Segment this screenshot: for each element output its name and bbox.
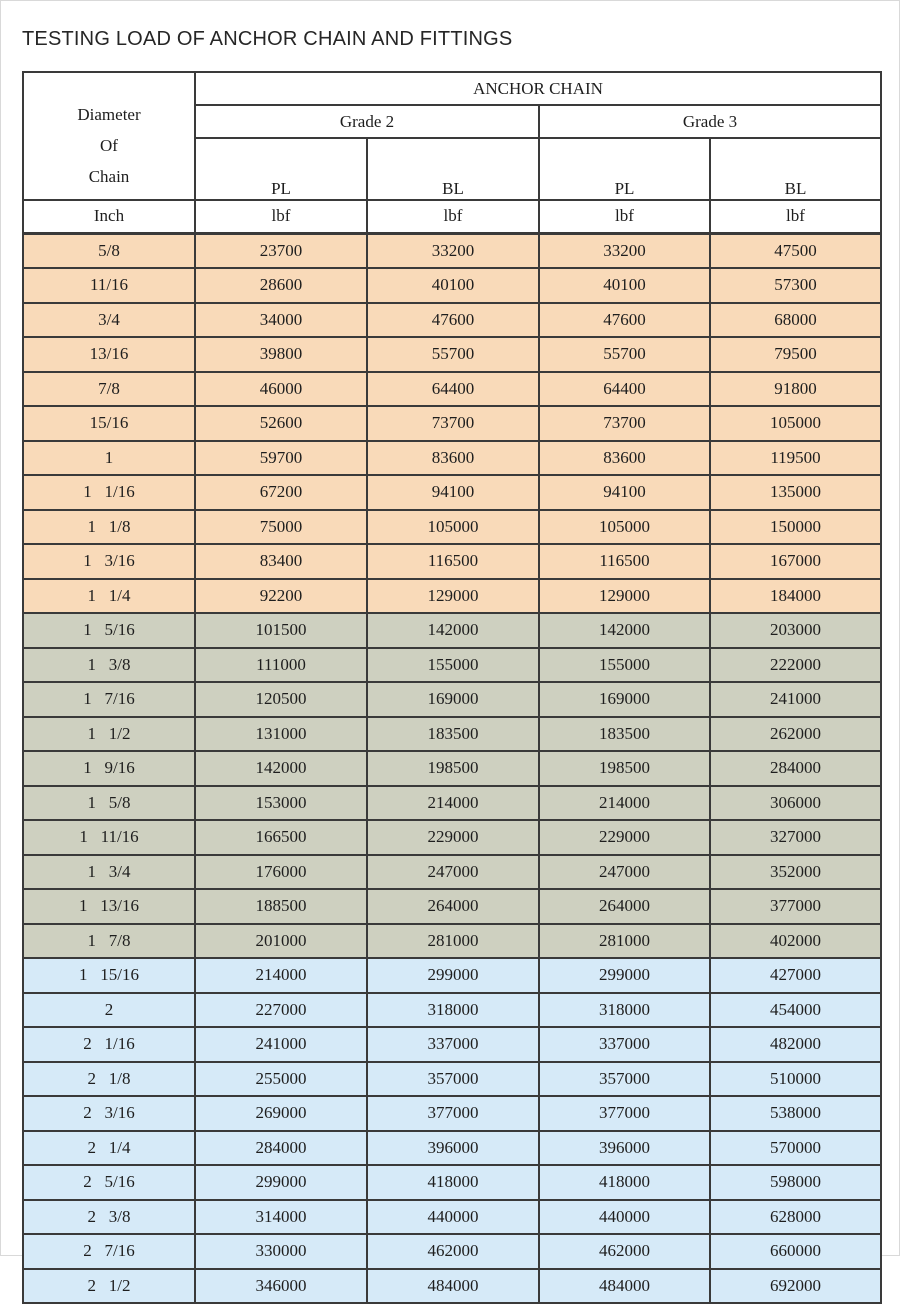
load-value-cell: 281000 bbox=[539, 924, 710, 959]
load-value-cell: 318000 bbox=[367, 993, 539, 1028]
load-value-cell: 628000 bbox=[710, 1200, 881, 1235]
load-value-cell: 396000 bbox=[367, 1131, 539, 1166]
load-value-cell: 150000 bbox=[710, 510, 881, 545]
load-value-cell: 440000 bbox=[539, 1200, 710, 1235]
table-row bbox=[23, 372, 881, 407]
table-row bbox=[23, 717, 881, 752]
table-row bbox=[23, 1234, 881, 1269]
diameter-header-line3: Chain bbox=[88, 167, 130, 186]
load-value-cell: 440000 bbox=[367, 1200, 539, 1235]
table-row bbox=[23, 682, 881, 717]
diameter-cell: 11/16 bbox=[23, 268, 195, 303]
testing-load-table bbox=[22, 71, 882, 1304]
load-value-cell: 142000 bbox=[539, 613, 710, 648]
table-row bbox=[23, 924, 881, 959]
load-value-cell: 119500 bbox=[710, 441, 881, 476]
unit-lbf-cell: lbf bbox=[367, 200, 539, 233]
load-value-cell: 264000 bbox=[539, 889, 710, 924]
load-value-cell: 229000 bbox=[367, 820, 539, 855]
load-value-cell: 241000 bbox=[710, 682, 881, 717]
load-value-cell: 570000 bbox=[710, 1131, 881, 1166]
load-value-cell: 40100 bbox=[367, 268, 539, 303]
diameter-cell: 2 1/8 bbox=[23, 1062, 195, 1097]
table-row bbox=[23, 958, 881, 993]
load-value-cell: 337000 bbox=[539, 1027, 710, 1062]
load-value-cell: 327000 bbox=[710, 820, 881, 855]
load-value-cell: 153000 bbox=[195, 786, 367, 821]
diameter-header-spacer bbox=[24, 73, 194, 99]
load-value-cell: 155000 bbox=[367, 648, 539, 683]
diameter-cell: 1 1/8 bbox=[23, 510, 195, 545]
load-value-cell: 214000 bbox=[195, 958, 367, 993]
load-value-cell: 83400 bbox=[195, 544, 367, 579]
load-value-cell: 83600 bbox=[539, 441, 710, 476]
diameter-cell: 1 1/16 bbox=[23, 475, 195, 510]
diameter-cell: 1 13/16 bbox=[23, 889, 195, 924]
load-value-cell: 105000 bbox=[710, 406, 881, 441]
load-value-cell: 262000 bbox=[710, 717, 881, 752]
load-value-cell: 183500 bbox=[367, 717, 539, 752]
page-title: TESTING LOAD OF ANCHOR CHAIN AND FITTINGS bbox=[22, 28, 513, 50]
diameter-cell: 1 11/16 bbox=[23, 820, 195, 855]
table-row bbox=[23, 1200, 881, 1235]
load-value-cell: 484000 bbox=[539, 1269, 710, 1304]
load-value-cell: 28600 bbox=[195, 268, 367, 303]
anchor-chain-header: ANCHOR CHAIN bbox=[195, 72, 881, 105]
diameter-cell: 1 5/16 bbox=[23, 613, 195, 648]
load-value-cell: 34000 bbox=[195, 303, 367, 338]
load-value-cell: 264000 bbox=[367, 889, 539, 924]
table-row bbox=[23, 579, 881, 614]
load-value-cell: 299000 bbox=[367, 958, 539, 993]
load-value-cell: 155000 bbox=[539, 648, 710, 683]
load-value-cell: 52600 bbox=[195, 406, 367, 441]
load-value-cell: 67200 bbox=[195, 475, 367, 510]
load-value-cell: 314000 bbox=[195, 1200, 367, 1235]
load-value-cell: 64400 bbox=[539, 372, 710, 407]
load-value-cell: 377000 bbox=[539, 1096, 710, 1131]
load-value-cell: 337000 bbox=[367, 1027, 539, 1062]
load-value-cell: 64400 bbox=[367, 372, 539, 407]
diameter-cell: 2 bbox=[23, 993, 195, 1028]
table-row bbox=[23, 648, 881, 683]
load-value-cell: 73700 bbox=[367, 406, 539, 441]
load-value-cell: 247000 bbox=[539, 855, 710, 890]
table-row bbox=[23, 544, 881, 579]
load-value-cell: 284000 bbox=[195, 1131, 367, 1166]
load-value-cell: 142000 bbox=[195, 751, 367, 786]
unit-lbf-cell: lbf bbox=[195, 200, 367, 233]
load-value-cell: 214000 bbox=[539, 786, 710, 821]
load-value-cell: 111000 bbox=[195, 648, 367, 683]
load-value-cell: 352000 bbox=[710, 855, 881, 890]
load-value-cell: 241000 bbox=[195, 1027, 367, 1062]
load-value-cell: 83600 bbox=[367, 441, 539, 476]
load-value-cell: 538000 bbox=[710, 1096, 881, 1131]
table-row bbox=[23, 889, 881, 924]
table-row bbox=[23, 820, 881, 855]
load-value-cell: 203000 bbox=[710, 613, 881, 648]
load-value-cell: 184000 bbox=[710, 579, 881, 614]
diameter-cell: 1 7/8 bbox=[23, 924, 195, 959]
table-body bbox=[23, 233, 881, 1303]
load-value-cell: 105000 bbox=[367, 510, 539, 545]
diameter-cell: 7/8 bbox=[23, 372, 195, 407]
diameter-cell: 1 9/16 bbox=[23, 751, 195, 786]
load-value-cell: 176000 bbox=[195, 855, 367, 890]
load-value-cell: 418000 bbox=[367, 1165, 539, 1200]
load-value-cell: 462000 bbox=[539, 1234, 710, 1269]
load-value-cell: 269000 bbox=[195, 1096, 367, 1131]
unit-lbf-cell: lbf bbox=[539, 200, 710, 233]
load-value-cell: 255000 bbox=[195, 1062, 367, 1097]
load-value-cell: 135000 bbox=[710, 475, 881, 510]
load-value-cell: 39800 bbox=[195, 337, 367, 372]
table-row bbox=[23, 1269, 881, 1304]
load-value-cell: 94100 bbox=[539, 475, 710, 510]
load-value-cell: 167000 bbox=[710, 544, 881, 579]
table-row bbox=[23, 303, 881, 338]
load-value-cell: 201000 bbox=[195, 924, 367, 959]
table-row bbox=[23, 233, 881, 268]
diameter-cell: 1 7/16 bbox=[23, 682, 195, 717]
load-value-cell: 198500 bbox=[367, 751, 539, 786]
load-value-cell: 33200 bbox=[367, 233, 539, 268]
load-value-cell: 462000 bbox=[367, 1234, 539, 1269]
load-value-cell: 23700 bbox=[195, 233, 367, 268]
diameter-cell: 1 5/8 bbox=[23, 786, 195, 821]
load-value-cell: 105000 bbox=[539, 510, 710, 545]
diameter-cell: 2 5/16 bbox=[23, 1165, 195, 1200]
load-value-cell: 59700 bbox=[195, 441, 367, 476]
load-value-cell: 131000 bbox=[195, 717, 367, 752]
table-row bbox=[23, 406, 881, 441]
table-row bbox=[23, 993, 881, 1028]
load-value-cell: 222000 bbox=[710, 648, 881, 683]
diameter-cell: 2 1/4 bbox=[23, 1131, 195, 1166]
load-value-cell: 357000 bbox=[539, 1062, 710, 1097]
table-row bbox=[23, 337, 881, 372]
load-value-cell: 33200 bbox=[539, 233, 710, 268]
load-value-cell: 116500 bbox=[539, 544, 710, 579]
load-value-cell: 47600 bbox=[367, 303, 539, 338]
diameter-cell: 2 7/16 bbox=[23, 1234, 195, 1269]
load-value-cell: 318000 bbox=[539, 993, 710, 1028]
load-value-cell: 377000 bbox=[367, 1096, 539, 1131]
table-row bbox=[23, 786, 881, 821]
table-row bbox=[23, 855, 881, 890]
load-value-cell: 454000 bbox=[710, 993, 881, 1028]
load-value-cell: 183500 bbox=[539, 717, 710, 752]
load-value-cell: 47500 bbox=[710, 233, 881, 268]
load-value-cell: 40100 bbox=[539, 268, 710, 303]
load-value-cell: 101500 bbox=[195, 613, 367, 648]
diameter-cell: 2 1/2 bbox=[23, 1269, 195, 1304]
table-row bbox=[23, 475, 881, 510]
load-value-cell: 92200 bbox=[195, 579, 367, 614]
load-value-cell: 142000 bbox=[367, 613, 539, 648]
diameter-cell: 2 1/16 bbox=[23, 1027, 195, 1062]
load-value-cell: 169000 bbox=[367, 682, 539, 717]
load-value-cell: 346000 bbox=[195, 1269, 367, 1304]
load-value-cell: 598000 bbox=[710, 1165, 881, 1200]
diameter-cell: 1 1/4 bbox=[23, 579, 195, 614]
load-value-cell: 484000 bbox=[367, 1269, 539, 1304]
table-row bbox=[23, 1165, 881, 1200]
load-value-cell: 55700 bbox=[367, 337, 539, 372]
grade3-bl-header: BL bbox=[710, 138, 881, 200]
load-value-cell: 281000 bbox=[367, 924, 539, 959]
diameter-cell: 13/16 bbox=[23, 337, 195, 372]
load-value-cell: 116500 bbox=[367, 544, 539, 579]
table-row bbox=[23, 1131, 881, 1166]
load-value-cell: 169000 bbox=[539, 682, 710, 717]
diameter-cell: 5/8 bbox=[23, 233, 195, 268]
load-value-cell: 55700 bbox=[539, 337, 710, 372]
unit-inch-cell: Inch bbox=[23, 200, 195, 233]
load-value-cell: 79500 bbox=[710, 337, 881, 372]
load-value-cell: 377000 bbox=[710, 889, 881, 924]
load-value-cell: 47600 bbox=[539, 303, 710, 338]
load-value-cell: 396000 bbox=[539, 1131, 710, 1166]
load-value-cell: 418000 bbox=[539, 1165, 710, 1200]
load-value-cell: 660000 bbox=[710, 1234, 881, 1269]
diameter-cell: 1 3/4 bbox=[23, 855, 195, 890]
load-value-cell: 57300 bbox=[710, 268, 881, 303]
load-value-cell: 120500 bbox=[195, 682, 367, 717]
diameter-cell: 1 1/2 bbox=[23, 717, 195, 752]
load-value-cell: 129000 bbox=[539, 579, 710, 614]
diameter-cell: 1 15/16 bbox=[23, 958, 195, 993]
load-value-cell: 227000 bbox=[195, 993, 367, 1028]
diameter-header-cell bbox=[23, 72, 195, 200]
table-row bbox=[23, 268, 881, 303]
table-row bbox=[23, 441, 881, 476]
load-value-cell: 198500 bbox=[539, 751, 710, 786]
load-value-cell: 73700 bbox=[539, 406, 710, 441]
table-row bbox=[23, 751, 881, 786]
diameter-cell: 15/16 bbox=[23, 406, 195, 441]
diameter-cell: 1 3/16 bbox=[23, 544, 195, 579]
load-value-cell: 94100 bbox=[367, 475, 539, 510]
load-value-cell: 357000 bbox=[367, 1062, 539, 1097]
load-value-cell: 166500 bbox=[195, 820, 367, 855]
table-row bbox=[23, 510, 881, 545]
diameter-cell: 2 3/16 bbox=[23, 1096, 195, 1131]
load-value-cell: 91800 bbox=[710, 372, 881, 407]
load-value-cell: 284000 bbox=[710, 751, 881, 786]
diameter-header-line2: Of bbox=[100, 136, 118, 155]
load-value-cell: 229000 bbox=[539, 820, 710, 855]
table-row bbox=[23, 1027, 881, 1062]
load-value-cell: 482000 bbox=[710, 1027, 881, 1062]
diameter-cell: 2 3/8 bbox=[23, 1200, 195, 1235]
table-row bbox=[23, 1062, 881, 1097]
load-value-cell: 247000 bbox=[367, 855, 539, 890]
load-value-cell: 129000 bbox=[367, 579, 539, 614]
grade2-header: Grade 2 bbox=[195, 105, 539, 138]
grade3-header: Grade 3 bbox=[539, 105, 881, 138]
load-value-cell: 299000 bbox=[195, 1165, 367, 1200]
load-value-cell: 75000 bbox=[195, 510, 367, 545]
grade3-pl-header: PL bbox=[539, 138, 710, 200]
load-value-cell: 427000 bbox=[710, 958, 881, 993]
load-value-cell: 188500 bbox=[195, 889, 367, 924]
grade2-pl-header: PL bbox=[195, 138, 367, 200]
grade2-bl-header: BL bbox=[367, 138, 539, 200]
load-value-cell: 299000 bbox=[539, 958, 710, 993]
table-row bbox=[23, 1096, 881, 1131]
load-value-cell: 68000 bbox=[710, 303, 881, 338]
diameter-cell: 1 3/8 bbox=[23, 648, 195, 683]
diameter-cell: 3/4 bbox=[23, 303, 195, 338]
load-value-cell: 46000 bbox=[195, 372, 367, 407]
diameter-cell: 1 bbox=[23, 441, 195, 476]
load-value-cell: 214000 bbox=[367, 786, 539, 821]
load-value-cell: 330000 bbox=[195, 1234, 367, 1269]
unit-lbf-cell: lbf bbox=[710, 200, 881, 233]
table-row bbox=[23, 613, 881, 648]
load-value-cell: 692000 bbox=[710, 1269, 881, 1304]
diameter-header-line1: Diameter bbox=[77, 105, 141, 124]
load-value-cell: 306000 bbox=[710, 786, 881, 821]
load-value-cell: 402000 bbox=[710, 924, 881, 959]
load-value-cell: 510000 bbox=[710, 1062, 881, 1097]
